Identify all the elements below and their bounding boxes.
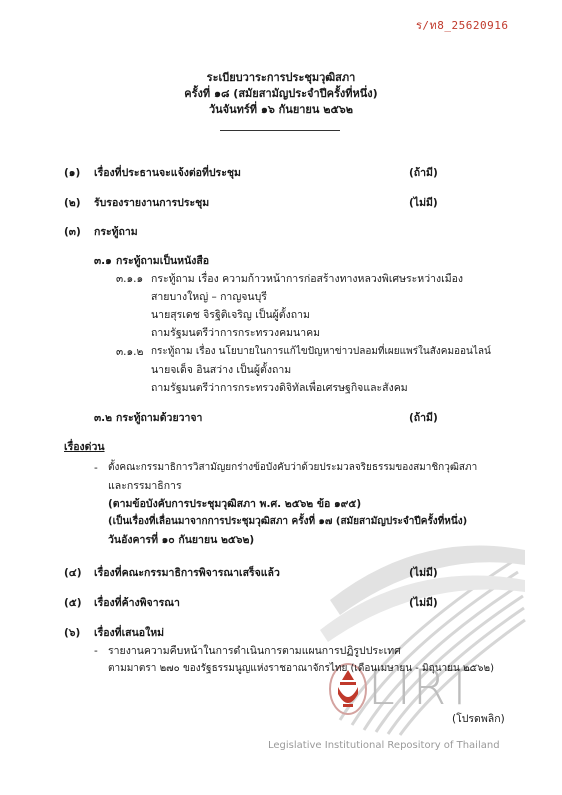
document-stamp: ร/ท8_25620916 [416, 19, 509, 32]
item-4-number: (๔) [64, 567, 82, 579]
item-6-number: (๖) [64, 627, 81, 639]
item-3-1-1-line-3: นายสุรเดช จิรฐิติเจริญ เป็นผู้ตั้งถาม [151, 309, 310, 321]
item-5-status: (ไม่มี) [409, 597, 438, 609]
urgent-title: เรื่องด่วน [64, 441, 105, 453]
item-2-status: (ไม่มี) [409, 197, 438, 209]
urgent-line-4: (เป็นเรื่องที่เลื่อนมาจากการประชุมวุฒิสภา ครั้งที่ ๑๗ (สมัยสามัญประจำปีครั้งที่หนึ่ง) [108, 516, 468, 527]
item-1-number: (๑) [64, 167, 81, 179]
item-3-2-number: ๓.๒ [94, 412, 113, 424]
header-line-1: ระเบียบวาระการประชุมวุฒิสภา [206, 71, 356, 84]
item-1-status: (ถ้ามี) [409, 167, 438, 179]
item-3-1-2-line-2: นายจเด็จ อินสว่าง เป็นผู้ตั้งถาม [151, 364, 292, 376]
item-5-number: (๕) [64, 597, 82, 609]
item-1-text: เรื่องที่ประธานจะแจ้งต่อที่ประชุม [94, 167, 241, 179]
item-3-1-2-line-1: กระทู้ถาม เรื่อง นโยบายในการแก้ไขปัญหาข่าวปลอมที่เผยแพร่ในสังคมออนไลน์ [151, 346, 491, 357]
turn-page-note: (โปรดพลิก) [452, 713, 505, 725]
item-3-1-number: ๓.๑ [94, 255, 112, 267]
header-line-2: ครั้งที่ ๑๘ (สมัยสามัญประจำปีครั้งที่หนึ่ง) [184, 87, 378, 100]
item-2-text: รับรองรายงานการประชุม [94, 197, 210, 209]
watermark-caption: Legislative Institutional Repository of Thailand [268, 740, 500, 751]
urgent-dash: - [94, 462, 98, 474]
item-3-number: (๓) [64, 226, 81, 238]
item-3-2-text: กระทู้ถามด้วยวาจา [116, 412, 203, 424]
item-3-1-1-line-2: สายบางใหญ่ – กาญจนบุรี [151, 291, 267, 303]
urgent-line-5: วันอังคารที่ ๑๐ กันยายน ๒๕๖๒) [108, 534, 255, 546]
item-3-1-2-line-3: ถามรัฐมนตรีว่าการกระทรวงดิจิทัลเพื่อเศรษฐกิจและสังคม [151, 382, 408, 394]
item-3-1-1-number: ๓.๑.๑ [116, 273, 144, 285]
item-6-text: เรื่องที่เสนอใหม่ [94, 627, 165, 639]
header-divider [220, 130, 340, 131]
item-5-text: เรื่องที่ค้างพิจารณา [94, 597, 180, 609]
item-3-text: กระทู้ถาม [94, 226, 138, 238]
item-3-1-text: กระทู้ถามเป็นหนังสือ [116, 255, 210, 267]
item-3-1-2-number: ๓.๑.๒ [116, 346, 144, 358]
item-6-line-2: ตามมาตรา ๒๗๐ ของรัฐธรรมนูญแห่งราชอาณาจักรไทย (เดือนเมษายน - มิถุนายน ๒๕๖๒) [108, 663, 495, 674]
lirt-logo-text: LIRT [368, 660, 477, 716]
header-line-3: วันจันทร์ที่ ๑๖ กันยายน ๒๕๖๒ [208, 103, 354, 116]
item-3-1-1-line-4: ถามรัฐมนตรีว่าการกระทรวงคมนาคม [151, 327, 321, 339]
urgent-line-3: (ตามข้อบังคับการประชุมวุฒิสภา พ.ศ. ๒๕๖๒ ข้อ ๑๙๕) [108, 498, 362, 510]
urgent-line-2: และกรรมาธิการ [108, 480, 182, 492]
item-3-1-1-line-1: กระทู้ถาม เรื่อง ความก้าวหน้าการก่อสร้างทางหลวงพิเศษระหว่างเมือง [151, 273, 464, 285]
item-3-2-status: (ถ้ามี) [409, 412, 438, 424]
urgent-line-1: ตั้งคณะกรรมาธิการวิสามัญยกร่างข้อบังคับว่าด้วยประมวลจริยธรรมของสมาชิกวุฒิสภา [108, 462, 478, 473]
item-4-text: เรื่องที่คณะกรรมาธิการพิจารณาเสร็จแล้ว [94, 567, 280, 579]
item-6-dash: - [94, 645, 98, 657]
item-2-number: (๒) [64, 197, 81, 209]
item-6-line-1: รายงานความคืบหน้าในการดำเนินการตามแผนการปฏิรูปประเทศ [108, 645, 401, 657]
item-4-status: (ไม่มี) [409, 567, 438, 579]
